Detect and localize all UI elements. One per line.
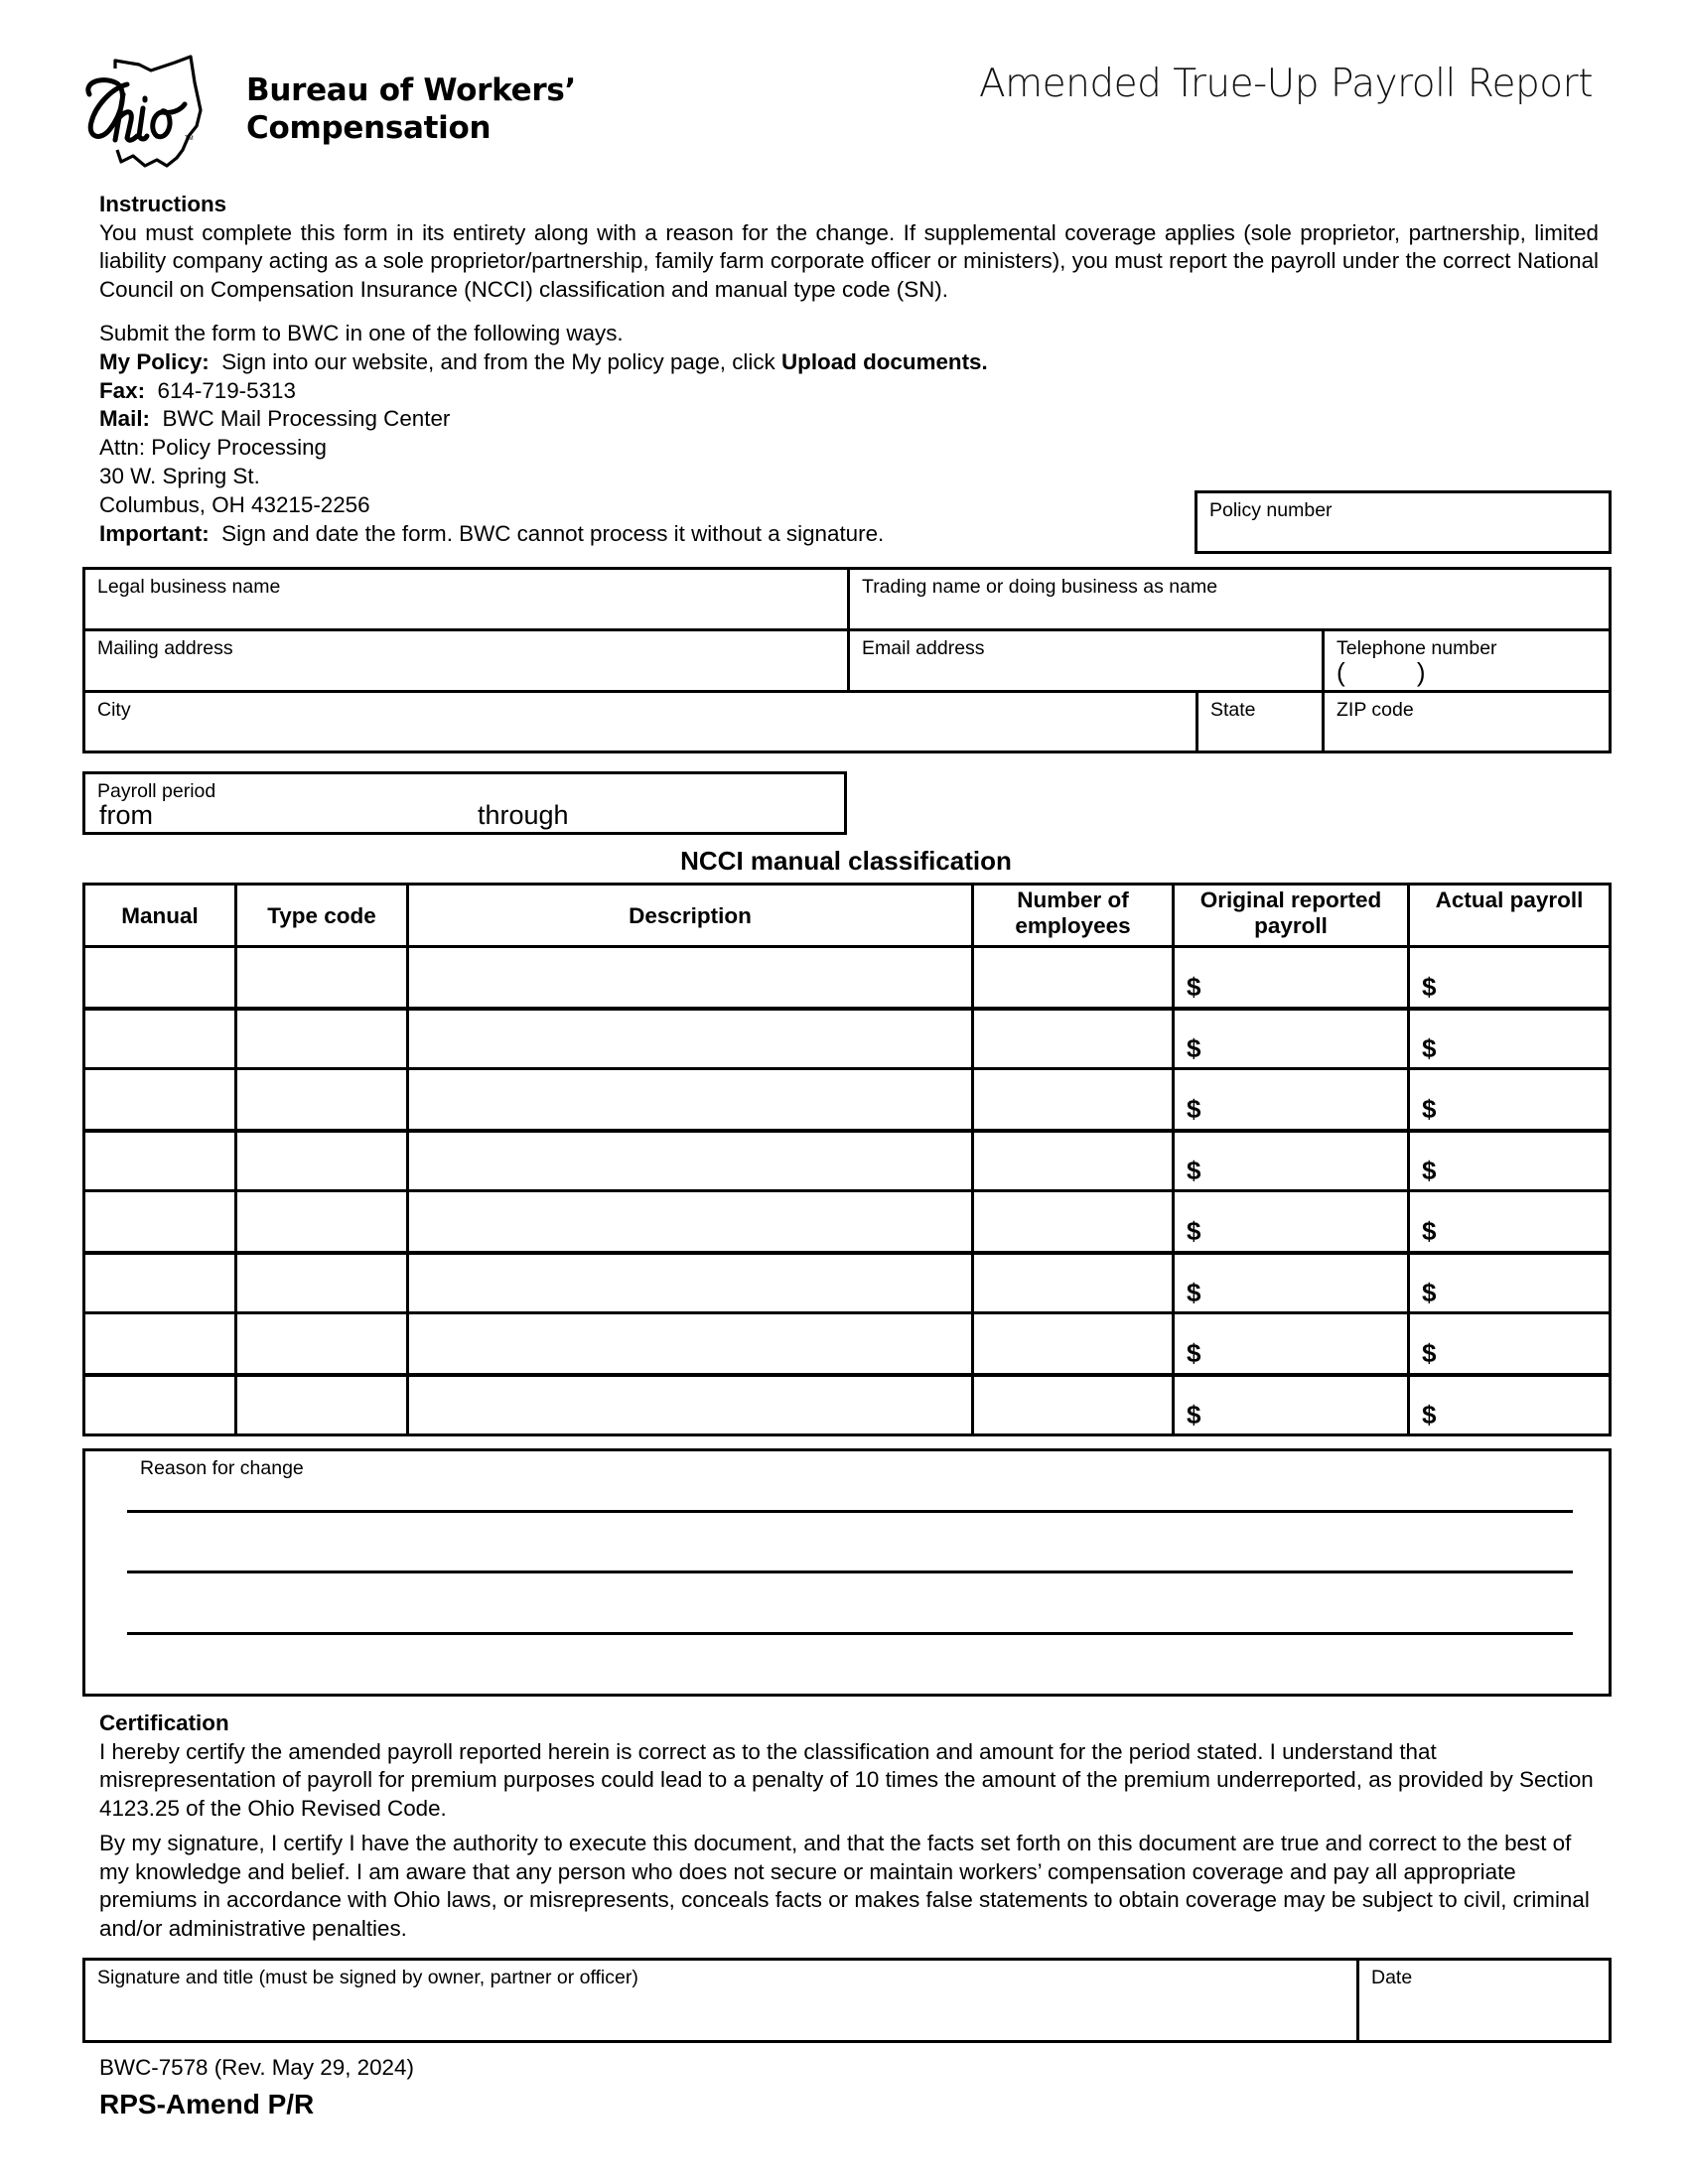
dollar-sign: $	[1422, 1400, 1437, 1430]
organization-name	[246, 71, 576, 147]
submission-methods	[99, 320, 988, 548]
email-address-field[interactable]	[850, 631, 1322, 690]
document-title: Amended True-Up Payroll Report	[978, 62, 1593, 106]
dollar-sign: $	[1422, 1216, 1437, 1246]
type-code-cell[interactable]	[237, 1070, 406, 1129]
payroll-period-box	[82, 771, 847, 835]
manual-cell[interactable]	[85, 948, 234, 1007]
date-field[interactable]	[1359, 1961, 1609, 2040]
dollar-sign: $	[1187, 1400, 1201, 1430]
mail-line2: Attn: Policy Processing	[99, 435, 327, 461]
ncci-classification-table	[82, 883, 1612, 1436]
number-of-employees-cell[interactable]	[974, 1314, 1172, 1373]
signature-box	[82, 1958, 1612, 2043]
column-header-original-reported-payroll	[1175, 887, 1407, 939]
policy-number-field[interactable]	[1195, 490, 1612, 554]
number-of-employees-cell[interactable]	[974, 948, 1172, 1007]
type-code-cell[interactable]	[237, 1376, 406, 1434]
dollar-sign: $	[1422, 972, 1437, 1002]
type-code-cell[interactable]	[237, 1254, 406, 1312]
manual-cell[interactable]	[85, 1192, 234, 1251]
city-field[interactable]	[85, 693, 1196, 751]
legal-business-name-label: Legal business name	[97, 576, 281, 598]
org-name-line1: Bureau of Workers’	[246, 72, 576, 108]
state-label: State	[1210, 699, 1256, 721]
dollar-sign: $	[1187, 1033, 1201, 1063]
org-name-line2: Compensation	[246, 110, 492, 146]
through-label: through	[478, 800, 569, 830]
actual-payroll-cell[interactable]	[1410, 1314, 1609, 1373]
mail-line4: Columbus, OH 43215-2256	[99, 491, 370, 517]
manual-cell[interactable]	[85, 1314, 234, 1373]
ncci-table-title: NCCI manual classification	[680, 846, 1012, 876]
number-of-employees-cell[interactable]	[974, 1070, 1172, 1129]
original-payroll-cell[interactable]	[1175, 1376, 1407, 1434]
trading-name-label: Trading name or doing business as name	[862, 576, 1218, 598]
column-header-manual: Manual	[121, 903, 199, 928]
reason-for-change-label: Reason for change	[140, 1457, 304, 1479]
dollar-sign: $	[1422, 1338, 1437, 1368]
reason-for-change-box	[82, 1448, 1612, 1697]
reason-line-3[interactable]	[127, 1632, 1573, 1635]
header-line: employees	[1015, 913, 1131, 938]
upload-documents-link: Upload documents.	[780, 348, 988, 374]
telephone-area-code-parens: ( )	[1336, 657, 1426, 687]
description-cell[interactable]	[409, 948, 971, 1007]
my-policy-line	[99, 348, 988, 377]
telephone-number-field[interactable]	[1325, 631, 1609, 690]
important-label: Important:	[99, 520, 210, 546]
column-header-number-of-employees	[974, 887, 1172, 939]
actual-payroll-cell[interactable]	[1410, 1192, 1609, 1251]
manual-cell[interactable]	[85, 1254, 234, 1312]
date-label: Date	[1371, 1967, 1413, 1988]
trading-name-field[interactable]	[850, 570, 1609, 628]
svg-text:TM: TM	[185, 136, 194, 142]
payroll-period-label: Payroll period	[97, 780, 216, 802]
reason-line-2[interactable]	[127, 1570, 1573, 1573]
dollar-sign: $	[1187, 1094, 1201, 1124]
manual-cell[interactable]	[85, 1010, 234, 1068]
original-payroll-cell[interactable]	[1175, 1192, 1407, 1251]
fax-line	[99, 377, 988, 406]
policy-number-label: Policy number	[1209, 499, 1333, 521]
number-of-employees-cell[interactable]	[974, 1192, 1172, 1251]
mail-line1: BWC Mail Processing Center	[162, 406, 451, 432]
important-line	[99, 520, 988, 549]
number-of-employees-cell[interactable]	[974, 1010, 1172, 1068]
manual-cell[interactable]	[85, 1376, 234, 1434]
original-payroll-cell[interactable]	[1175, 1010, 1407, 1068]
description-cell[interactable]	[409, 1010, 971, 1068]
actual-payroll-cell[interactable]	[1410, 1070, 1609, 1129]
type-code-cell[interactable]	[237, 1010, 406, 1068]
legal-business-name-field[interactable]	[85, 570, 847, 628]
dollar-sign: $	[1187, 972, 1201, 1002]
email-address-label: Email address	[862, 637, 985, 659]
certification-heading: Certification	[99, 1710, 229, 1735]
ohio-state-outline-icon	[81, 55, 230, 174]
type-code-cell[interactable]	[237, 1314, 406, 1373]
mail-line3: 30 W. Spring St.	[99, 463, 260, 488]
description-cell[interactable]	[409, 1314, 971, 1373]
actual-payroll-cell[interactable]	[1410, 1376, 1609, 1434]
header-line: payroll	[1254, 913, 1328, 938]
number-of-employees-cell[interactable]	[974, 1254, 1172, 1312]
actual-payroll-cell[interactable]	[1410, 948, 1609, 1007]
zip-code-label: ZIP code	[1336, 699, 1414, 721]
city-label: City	[97, 699, 131, 721]
ohio-logo	[81, 55, 230, 174]
reason-line-1[interactable]	[127, 1510, 1573, 1513]
mail-line	[99, 405, 988, 434]
mail-label: Mail:	[99, 406, 151, 432]
zip-code-field[interactable]	[1325, 693, 1609, 751]
certification-paragraph-2: By my signature, I certify I have the authority to execute this document, and that the facts set forth on this document are true and correct to the best of my knowledge and belief. I am aware that any person who does not secure or maintain workers’ compensation coverage and pay all appropriate premiums in accordance with Ohio laws, or misrepresents, conceals facts or makes false statements to obtain coverage may be subject to civil, criminal and/or administrative penalties.	[99, 1831, 1590, 1941]
mailing-address-field[interactable]	[85, 631, 847, 690]
number-of-employees-cell[interactable]	[974, 1132, 1172, 1190]
payroll-period-from-field[interactable]	[99, 800, 153, 831]
dollar-sign: $	[1187, 1156, 1201, 1185]
from-label: from	[99, 800, 153, 830]
instructions-heading: Instructions	[99, 192, 227, 216]
column-header-type-code: Type code	[267, 903, 376, 928]
actual-payroll-cell[interactable]	[1410, 1010, 1609, 1068]
manual-cell[interactable]	[85, 1132, 234, 1190]
actual-payroll-cell[interactable]	[1410, 1254, 1609, 1312]
manual-cell[interactable]	[85, 1070, 234, 1129]
signature-and-title-field[interactable]	[85, 1961, 1356, 2040]
description-cell[interactable]	[409, 1192, 971, 1251]
actual-payroll-cell[interactable]	[1410, 1132, 1609, 1190]
dollar-sign: $	[1422, 1033, 1437, 1063]
certification-paragraph-1: I hereby certify the amended payroll reported herein is correct as to the classification and amount for the period stated. I understand that misrepresentation of payroll for premium purposes could lead to a penalty of 10 times the amount of the premium underreported, as provided by Section 4123.25 of the Ohio Revised Code.	[99, 1738, 1594, 1821]
certification-section	[99, 1709, 1599, 1950]
dollar-sign: $	[1422, 1094, 1437, 1124]
business-info-grid	[82, 567, 1612, 753]
original-payroll-cell[interactable]	[1175, 1314, 1407, 1373]
my-policy-label: My Policy:	[99, 348, 210, 374]
dollar-sign: $	[1187, 1338, 1201, 1368]
type-code-cell[interactable]	[237, 948, 406, 1007]
header-line: Original reported	[1199, 887, 1382, 912]
original-payroll-cell[interactable]	[1175, 1132, 1407, 1190]
original-payroll-cell[interactable]	[1175, 1254, 1407, 1312]
payroll-period-through-field[interactable]	[478, 800, 569, 831]
number-of-employees-cell[interactable]	[974, 1376, 1172, 1434]
dollar-sign: $	[1187, 1278, 1201, 1307]
dollar-sign: $	[1187, 1216, 1201, 1246]
my-policy-text: Sign into our website, and from the My policy page, click	[221, 348, 775, 374]
instructions-body: You must complete this form in its entirety along with a reason for the change. If supplemental coverage applies (sole proprietor, partnership, limited liability company acting as a sole proprietor/partnership, family farm corporate officer or ministers), you must report the payroll under the correct National Council on Compensation Insurance (NCCI) classification and manual type code (SN).	[99, 219, 1599, 302]
type-code-cell[interactable]	[237, 1192, 406, 1251]
description-cell[interactable]	[409, 1070, 971, 1129]
form-number: BWC-7578 (Rev. May 29, 2024)	[99, 2055, 414, 2080]
submit-intro: Submit the form to BWC in one of the following ways.	[99, 321, 624, 345]
original-payroll-cell[interactable]	[1175, 1070, 1407, 1129]
mailing-address-label: Mailing address	[97, 637, 233, 659]
telephone-number-label: Telephone number	[1336, 637, 1497, 659]
dollar-sign: $	[1422, 1278, 1437, 1307]
instructions-section	[99, 191, 1599, 304]
column-header-actual-payroll: Actual payroll	[1435, 887, 1584, 912]
dollar-sign: $	[1422, 1156, 1437, 1185]
description-cell[interactable]	[409, 1376, 971, 1434]
description-cell[interactable]	[409, 1254, 971, 1312]
fax-number: 614-719-5313	[157, 377, 296, 403]
type-code-cell[interactable]	[237, 1132, 406, 1190]
state-field[interactable]	[1198, 693, 1322, 751]
form-code: RPS-Amend P/R	[99, 2089, 315, 2119]
header-line: Number of	[1017, 887, 1129, 912]
description-cell[interactable]	[409, 1132, 971, 1190]
original-payroll-cell[interactable]	[1175, 948, 1407, 1007]
important-text: Sign and date the form. BWC cannot process it without a signature.	[221, 520, 885, 546]
fax-label: Fax:	[99, 377, 146, 403]
signature-label: Signature and title (must be signed by owner, partner or officer)	[97, 1967, 638, 1988]
column-header-description: Description	[629, 903, 752, 928]
